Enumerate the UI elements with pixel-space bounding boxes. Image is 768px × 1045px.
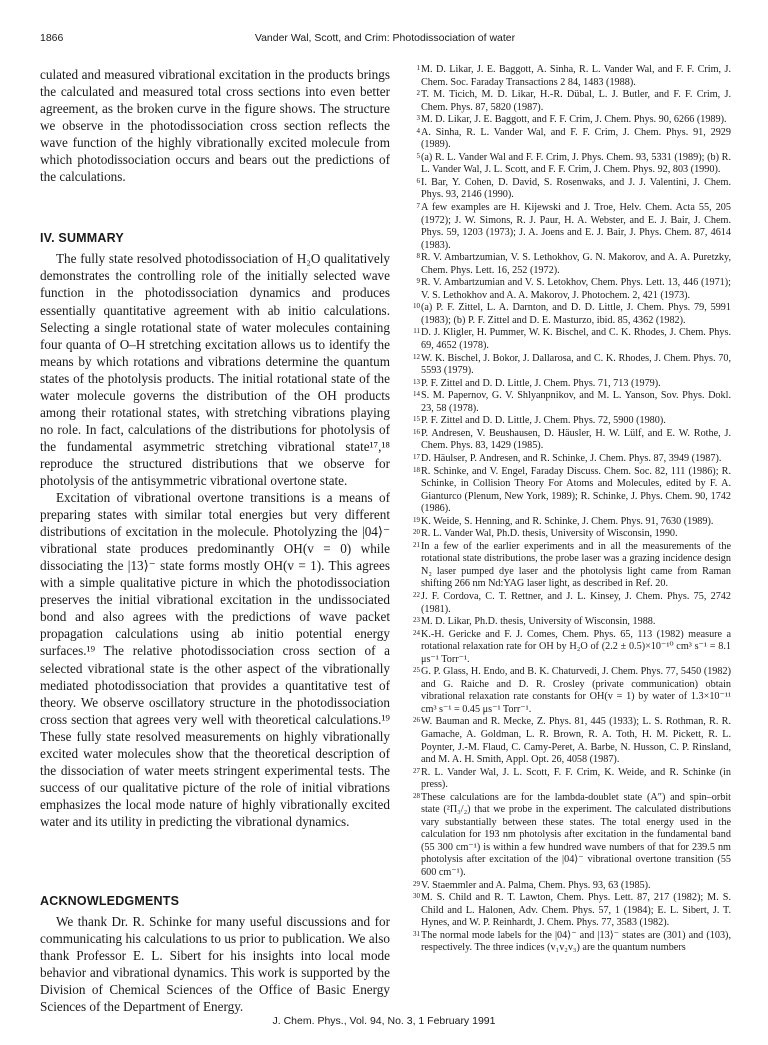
reference-number: 14 <box>413 390 420 399</box>
reference-number: 8 <box>416 252 420 261</box>
reference-item <box>411 415 731 428</box>
reference-text: W. Bauman and R. Mecke, Z. Phys. 81, 445 (1933); L. S. Rothman, R. R. Gamache, A. Goldman, L. R. Brown, R. A. Toth, H. M. Pickett, R. L. Poynter, J.-M. Flaud, C. Camy-Peret, A. Barbe, N. Husson, C. P. Rinsland, and M. A. H. Smith, Appl. Opt. 26, 4058 (1987). <box>421 716 731 766</box>
reference-text: T. M. Ticich, M. D. Likar, H.-R. Dübal, L. J. Butler, and F. F. Crim, J. Chem. Phys. 87, 5820 (1987). <box>421 89 731 113</box>
reference-number: 13 <box>413 377 420 386</box>
running-head-title: Vander Wal, Scott, and Crim: Photodissociation of water <box>254 32 516 44</box>
reference-item <box>411 202 731 252</box>
reference-item <box>411 453 731 466</box>
reference-item <box>411 930 731 955</box>
reference-item <box>411 277 731 302</box>
summary-paragraph-2: Excitation of vibrational overtone transitions is a means of preparing states with similar total energies but very different distributions of excitation in the molecule. Photolyzing the |04⟩⁻ vibrational state produces predominantly OH(v = 0) while dissociating the |13⟩⁻ state forms mostly OH(v = 1). This agrees with a simple qualitative picture in which the photodissociation preserves the initial vibrational excitation in the undissociated bond and also agrees with the predictions of wave packet propagation calculations using ab initio potential energy surfaces.¹⁹ The relative photodissociation cross section of a selected vibrational state is the other aspect of the vibrationally mediated photodissociation that provides a quantitative test of theory. We observe oscillatory structure in the photodissociation cross section that agrees very well with theoretical calculations.¹⁹ These fully state resolved measurements on highly vibrationally excited water molecules show that the theoretical description of the dissociation of water meets stringent experimental tests. The success of our qualitative picture of the role of initial vibrations emphasizes the local mode nature of highly vibrationally excited water and its utility in predicting the vibrational dynamics. <box>40 490 390 829</box>
reference-text: R. Schinke, and V. Engel, Faraday Discuss. Chem. Soc. 82, 111 (1986); R. Schinke, in Collision Theory For Atoms and Molecules, edited by F. A. Gianturco (Plenum, New York, 1989); R. Schinke, J. Phys. Chem. 90, 1742 (1986). <box>421 465 731 515</box>
reference-item <box>411 716 731 766</box>
reference-number: 15 <box>413 415 420 424</box>
summary-heading: IV. SUMMARY <box>40 231 124 246</box>
reference-item <box>411 353 731 378</box>
reference-text: D. J. Kligler, H. Pummer, W. K. Bischel, and C. K. Rhodes, J. Chem. Phys. 69, 4652 (1978). <box>421 327 731 352</box>
reference-item <box>411 466 731 516</box>
reference-text: W. K. Bischel, J. Bokor, J. Dallarosa, and C. K. Rhodes, J. Chem. Phys. 70, 5593 (1979). <box>421 352 731 377</box>
reference-number: 28 <box>413 791 420 800</box>
reference-text: M. D. Likar, J. E. Baggott, A. Sinha, R. L. Vander Wal, and F. F. Crim, J. Chem. Soc. Faraday Transactions 2 84, 1483 (1988). <box>421 64 731 88</box>
reference-text: S. M. Papernov, G. V. Shlyanpnikov, and M. L. Yanson, Sov. Phys. Dokl. 23, 58 (1978). <box>421 390 731 414</box>
reference-number: 16 <box>413 427 420 436</box>
reference-text: R. V. Ambartzumian, V. S. Lethokhov, G. N. Makorov, and A. A. Puretzky, Chem. Phys. Lett. 16, 252 (1972). <box>421 252 731 276</box>
reference-item <box>411 880 731 893</box>
left-column <box>40 66 390 1015</box>
reference-item <box>411 302 731 327</box>
reference-text: K. Weide, S. Henning, and R. Schinke, J. Chem. Phys. 91, 7630 (1989). <box>421 515 714 527</box>
reference-number: 5 <box>416 151 420 160</box>
reference-number: 9 <box>416 277 420 286</box>
reference-item <box>411 152 731 177</box>
intro-paragraph: culated and measured vibrational excitation in the products brings the calculated and measured total cross sections into even better agreement, as the broken curve in the figure shows. The structure we observe in the photodissociation cross section reflects the wave function of the highly vibrationally excited molecule from which photodissociation occurs and bears out the predictions of the calculations. <box>40 67 390 185</box>
reference-item <box>411 591 731 616</box>
reference-list <box>411 64 731 955</box>
reference-text: G. P. Glass, H. Endo, and B. K. Chaturvedi, J. Chem. Phys. 77, 5450 (1982) and G. Raiche and D. R. Crosley (private communication) obtain vibrational relaxation rate constants for OH(v = 1) by water of 1.3×10⁻¹¹ cm³ s⁻¹ = 0.45 μs⁻¹ Torr⁻¹. <box>421 666 731 715</box>
reference-text: R. L. Vander Wal, J. L. Scott, F. F. Crim, K. Weide, and R. Schinke (in press). <box>421 766 731 791</box>
reference-number: 30 <box>413 892 420 901</box>
journal-footer: J. Chem. Phys., Vol. 94, No. 3, 1 February 1991 <box>272 1015 496 1027</box>
reference-item <box>411 892 731 930</box>
reference-text: These calculations are for the lambda-doublet state (A″) and spin–orbit state (²Π₃/₂) that we probe in the experiment. The calculated distributions vary substantially between these states. The total energy used in the calculation for 193 nm photolysis after excitation in the fundamental band (55 300 cm⁻¹) is within a few hundred wave numbers of that for 239.5 nm photolysis after excitation of the |04⟩⁻ vibrational overtone transition (55 600 cm⁻¹). <box>421 791 731 878</box>
reference-text: M. S. Child and R. T. Lawton, Chem. Phys. Lett. 87, 217 (1982); M. S. Child and L. Halonen, Adv. Chem. Phys. 57, 1 (1984); E. L. Sibert, J. T. Hynes, and W. P. Reinhardt, J. Chem. Phys. 77, 3583 (1982). <box>421 892 731 929</box>
reference-text: (a) P. F. Zittel, L. A. Darnton, and D. D. Little, J. Chem. Phys. 79, 5991 (1983); (b) P. F. Zittel and D. E. Masturzo, ibid. 85, 4362 (1982). <box>421 302 731 326</box>
reference-text: D. Häulser, P. Andresen, and R. Schinke, J. Chem. Phys. 87, 3949 (1987). <box>421 452 722 464</box>
reference-item <box>411 252 731 277</box>
running-header <box>40 32 730 48</box>
reference-item <box>411 792 731 880</box>
reference-item <box>411 127 731 152</box>
reference-number: 20 <box>413 528 420 537</box>
reference-item <box>411 541 731 591</box>
acknowledgments-heading: ACKNOWLEDGMENTS <box>40 893 180 908</box>
reference-number: 29 <box>413 879 420 888</box>
reference-item <box>411 629 731 667</box>
reference-number: 27 <box>413 766 420 775</box>
reference-number: 2 <box>416 89 420 98</box>
reference-text: P. Andresen, V. Beushausen, D. Häusler, H. W. Lülf, and E. W. Rothe, J. Chem. Phys. 83, 1429 (1985). <box>421 427 731 452</box>
reference-item <box>411 616 731 629</box>
reference-item <box>411 516 731 529</box>
reference-text: M. D. Likar, J. E. Baggott, and F. F. Crim, J. Chem. Phys. 90, 6266 (1989). <box>421 114 727 126</box>
reference-number: 24 <box>413 628 420 637</box>
reference-text: R. V. Ambartzumian and V. S. Letokhov, Chem. Phys. Lett. 13, 446 (1971); V. S. Lethokhov and A. A. Makorov, J. Photochem. 2, 421 (1973). <box>421 277 731 301</box>
reference-item <box>411 177 731 202</box>
reference-text: (a) R. L. Vander Wal and F. F. Crim, J. Phys. Chem. 93, 5331 (1989); (b) R. L. Vander Wal, J. L. Scott, and F. F. Crim, J. Chem. Phys. 92, 803 (1990). <box>421 151 731 176</box>
reference-number: 10 <box>413 302 420 311</box>
page-number: 1866 <box>40 32 64 44</box>
reference-number: 7 <box>416 202 420 211</box>
reference-number: 31 <box>413 929 420 938</box>
reference-number: 21 <box>413 540 420 549</box>
reference-number: 1 <box>416 64 420 72</box>
reference-number: 18 <box>413 465 420 474</box>
reference-item <box>411 114 731 127</box>
acknowledgments-paragraph: We thank Dr. R. Schinke for many useful discussions and for communicating his calculations to us prior to publication. We also thank Professor E. L. Sibert for his insights into local mode behavior and vibrational dynamics. This work is supported by the Division of Chemical Sciences of the Office of Basic Energy Sciences of the Department of Energy. <box>40 914 390 1015</box>
reference-number: 4 <box>416 126 420 135</box>
reference-text: K.-H. Gericke and F. J. Comes, Chem. Phys. 65, 113 (1982) measure a rotational relaxation rate for OH by H₂O of (2.2 ± 0.5)×10⁻¹⁰ cm³ s⁻¹ = 8.1 μs⁻¹ Torr⁻¹. <box>421 628 731 665</box>
reference-number: 6 <box>416 176 420 185</box>
reference-item <box>411 378 731 391</box>
reference-number: 23 <box>413 616 420 625</box>
reference-text: J. F. Cordova, C. T. Rettner, and J. L. Kinsey, J. Chem. Phys. 75, 2742 (1981). <box>421 590 731 615</box>
reference-item <box>411 428 731 453</box>
reference-number: 11 <box>413 327 420 336</box>
reference-item <box>411 528 731 541</box>
reference-text: R. L. Vander Wal, Ph.D. thesis, University of Wisconsin, 1990. <box>421 528 678 540</box>
reference-text: The normal mode labels for the |04⟩⁻ and |13⟩⁻ states are (301) and (103), respectively. The three indices (v₁v₂v₃) are the quantum numbers <box>421 929 731 954</box>
reference-number: 3 <box>416 114 420 123</box>
reference-text: In a few of the earlier experiments and in all the measurements of the rotational state distributions, the probe laser was a grazing incidence design N₂ laser pumped dye laser and the photolysis light came from Raman shifting 266 nm Nd:YAG laser light, as described in Ref. 20. <box>421 540 731 590</box>
reference-text: V. Staemmler and A. Palma, Chem. Phys. 93, 63 (1985). <box>421 879 651 891</box>
reference-text: P. F. Zittel and D. D. Little, J. Chem. Phys. 72, 5900 (1980). <box>421 415 666 427</box>
reference-text: M. D. Likar, Ph.D. thesis, University of Wisconsin, 1988. <box>421 616 656 628</box>
reference-number: 25 <box>413 666 420 675</box>
reference-item <box>411 767 731 792</box>
reference-text: I. Bar, Y. Cohen, D. David, S. Rosenwaks, and J. J. Valentini, J. Chem. Phys. 93, 2146 (1990). <box>421 176 731 201</box>
reference-number: 12 <box>413 352 420 361</box>
reference-text: A few examples are H. Kijewski and J. Troe, Helv. Chem. Acta 55, 205 (1972); J. W. Simons, R. J. Paur, H. A. Webster, and E. J. Bair, J. Chem. Phys. 59, 1203 (1973); J. A. Joens and E. J. Bair, J. Phys. Chem. 87, 4614 (1983). <box>421 202 731 251</box>
reference-item <box>411 327 731 352</box>
reference-item <box>411 666 731 716</box>
reference-number: 22 <box>413 590 420 599</box>
reference-item <box>411 64 731 89</box>
reference-text: P. F. Zittel and D. D. Little, J. Chem. Phys. 71, 713 (1979). <box>421 377 661 389</box>
reference-text: A. Sinha, R. L. Vander Wal, and F. F. Crim, J. Chem. Phys. 91, 2929 (1989). <box>421 126 731 151</box>
reference-item <box>411 89 731 114</box>
summary-paragraph-1: The fully state resolved photodissociation of H₂O qualitatively demonstrates the controlling role of the initially selected wave function in the photodissociation dynamics and produces essentially quantitative agreement with ab initio calculations. Selecting a single rotational state of water molecules containing four quanta of O–H stretching excitation allows us to identify the means by which rotations and vibrations determine the quantum states of the photolysis products. The initial rotational state of the water molecule governs the distribution of the OH products among their rotational states, with stretching vibrations playing no role. In fact, calculations of the distributions for photolysis of the fundamental asymmetric stretching vibrational state¹⁷,¹⁸ reproduce the structured distributions that we observe for photolysis of the antisymmetric vibrational overtone state. <box>40 251 390 488</box>
reference-number: 17 <box>413 452 420 461</box>
reference-number: 19 <box>413 515 420 524</box>
reference-number: 26 <box>413 716 420 725</box>
reference-item <box>411 390 731 415</box>
